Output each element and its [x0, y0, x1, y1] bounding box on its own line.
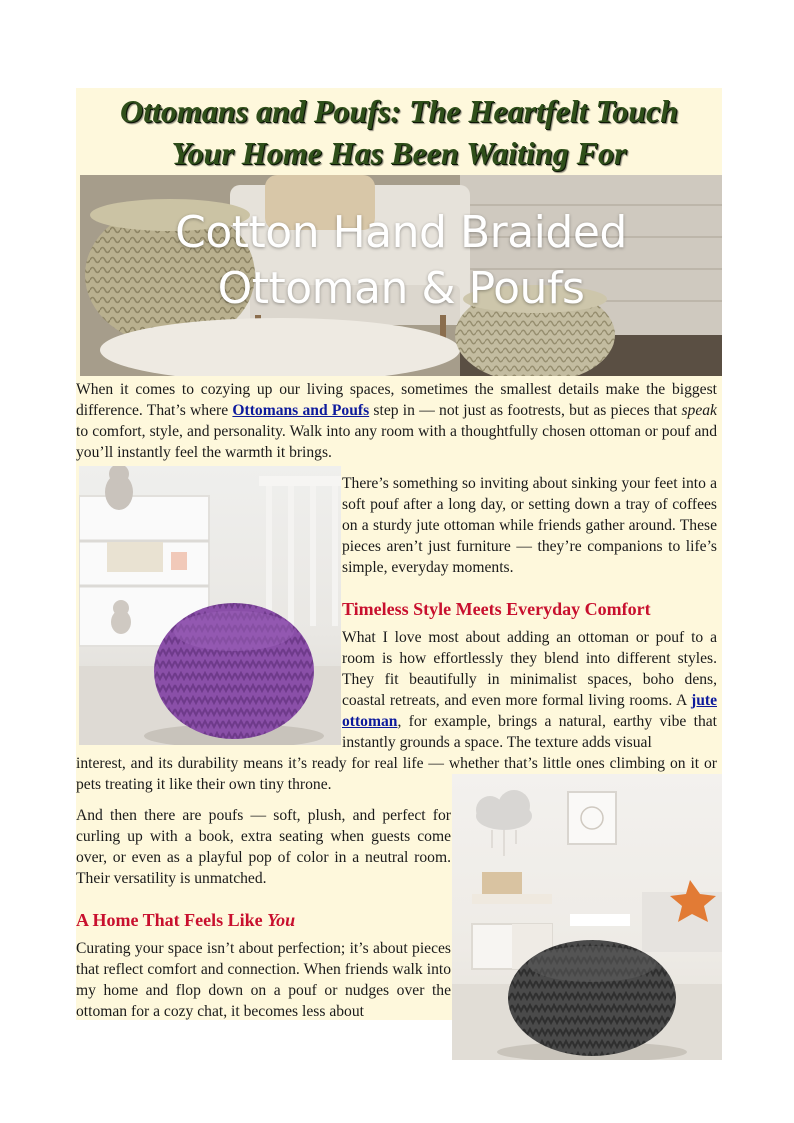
heading-emphasis: You [267, 910, 296, 930]
intro-text-3: to comfort, style, and personality. Walk into any room with a thoughtfully chosen ottoman or pouf and you’ll instantly feel the warmth it brings. [76, 423, 717, 461]
purple-pouf-illustration [79, 466, 341, 745]
article-title [76, 90, 722, 174]
intro-text-2: step in — not just as footrests, but as pieces that [369, 402, 682, 419]
section-heading-home-like-you [76, 908, 451, 932]
intro-emphasis: speak [681, 402, 717, 419]
intro-paragraph [76, 379, 717, 463]
grey-pouf-photo [452, 774, 722, 1060]
title-line-1: Ottomans and Poufs: The Heartfelt Touch [120, 93, 678, 129]
hero-caption-line-1: Cotton Hand Braided [175, 207, 627, 258]
poufs-paragraph: And then there are poufs — soft, plush, and perfect for curling up with a book, extra seating when guests come over, or even as a playful pop of color in a neutral room. Their versatility is unmatched. [76, 807, 451, 887]
timeless-text-1: What I love most about adding an ottoman or pouf to a room is how effortlessly they blend into different styles. They fit beautifully in minimalist spaces, boho dens, coastal retreats, and even more formal living rooms. A [342, 629, 717, 709]
timeless-text-2: , for example, brings a natural, earthy vibe that instantly grounds a space. The texture adds visual [342, 713, 717, 751]
timeless-style-paragraph [342, 627, 717, 753]
hero-caption [80, 205, 722, 317]
grey-pouf-illustration [452, 774, 722, 1060]
hero-banner-image [80, 175, 722, 376]
jute-ottoman-link[interactable]: jute ottoman [342, 692, 717, 730]
intro-text-1: When it comes to cozying up our living spaces, sometimes the smallest details make the biggest difference. That’s where [76, 381, 717, 419]
timeless-style-continuation: interest, and its durability means it’s ready for real life — whether that’s little ones climbing on it or pets treating it like their own tiny throne. [76, 755, 717, 793]
section-heading-timeless-style: Timeless Style Meets Everyday Comfort [342, 599, 651, 619]
home-like-you-paragraph: Curating your space isn’t about perfection; it’s about pieces that reflect comfort and connection. When friends walk into my home and flop down on a pouf or nudges over the ottoman for a cozy chat, it becomes less about [76, 940, 451, 1020]
hero-caption-line-2: Ottoman & Poufs [217, 263, 585, 314]
title-line-2: Your Home Has Been Waiting For [171, 135, 627, 171]
purple-pouf-photo [79, 466, 341, 745]
heading-text: A Home That Feels Like [76, 910, 268, 930]
comfort-paragraph: There’s something so inviting about sinking your feet into a soft pouf after a long day, or setting down a tray of coffees on a sturdy jute ottoman while friends gather around. These pieces aren’t just furniture — they’re companions to life’s simple, everyday moments. [342, 475, 717, 576]
ottomans-and-poufs-link[interactable]: Ottomans and Poufs [232, 402, 370, 419]
